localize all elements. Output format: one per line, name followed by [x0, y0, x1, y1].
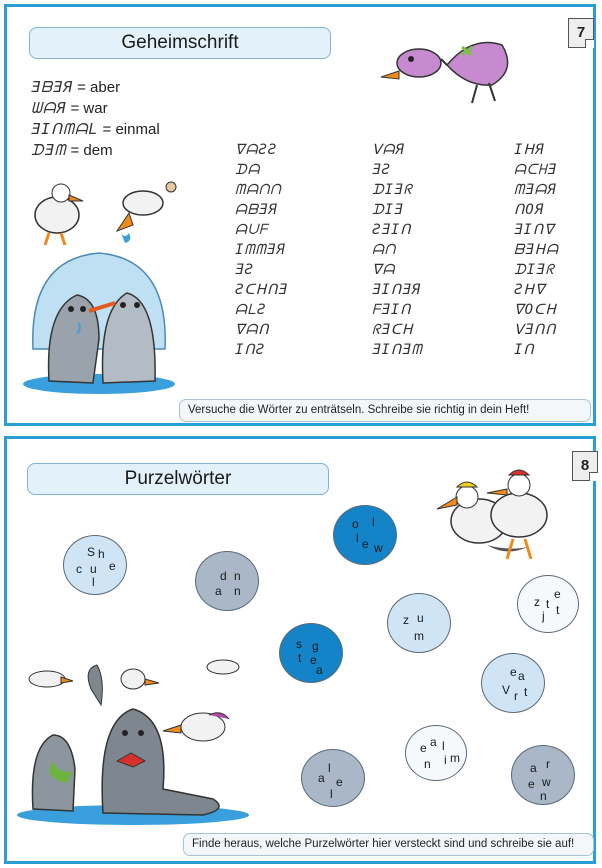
cipher-word: ᗩᗷƎЯ: [235, 202, 278, 218]
cipher-word: ᗰƎᗩЯ: [514, 182, 557, 198]
bubble-letter: e: [109, 559, 116, 573]
cipher-word: ᗰᗩᑎᑎ: [235, 182, 282, 198]
letter-bubble: [387, 593, 451, 653]
bubble-letter: l: [330, 787, 333, 801]
cipher-word: ᖴƎIᑎ: [372, 302, 412, 318]
bubble-letter: m: [414, 629, 424, 643]
bubble-letter: e: [420, 741, 427, 755]
cipher-word: ᑎOЯ: [514, 202, 545, 218]
cipher-word: IᗰᗰƎЯ: [235, 242, 286, 258]
bubble-letter: a: [316, 663, 323, 677]
legend-row: [31, 140, 160, 161]
letter-bubble: [481, 653, 545, 713]
seagull-illustration: [427, 459, 567, 569]
bubble-letter: t: [524, 685, 528, 699]
bubble-letter: S: [87, 545, 96, 559]
letter-bubble: [195, 551, 259, 611]
bubble-letter: e: [510, 665, 517, 679]
cipher-word: Iᑎ: [514, 342, 535, 358]
bubble-letter: s: [296, 637, 302, 651]
bubble-letter: h: [98, 547, 105, 561]
bubble-letter: l: [92, 575, 95, 589]
cipher-word-column: [514, 140, 559, 360]
cipher-text: ᗪƎᗰ: [31, 141, 67, 159]
plain-text: = aber: [77, 79, 121, 96]
cipher-text: ƎᗷƎЯ: [31, 78, 73, 96]
plain-text: = dem: [70, 142, 113, 159]
worksheet-card-7: [4, 4, 596, 426]
bubble-letter: z: [403, 613, 409, 627]
card-number: 7: [568, 18, 594, 48]
cipher-word: ᐁᗩƧƧ: [235, 142, 278, 158]
cipher-word: ᗩᒪƧ: [235, 302, 267, 318]
cipher-word: ᗪᗩ: [235, 162, 261, 178]
bubble-letter: e: [362, 537, 369, 551]
cipher-word: ᗪIƎᖇ: [514, 262, 555, 278]
vulture-illustration: [377, 25, 537, 105]
bubble-letter: z: [534, 595, 540, 609]
bubble-letter: e: [554, 587, 561, 601]
letter-bubble: [405, 725, 467, 781]
bubble-letter: e: [528, 777, 535, 791]
bubble-letter: u: [417, 611, 424, 625]
letter-bubble: [333, 505, 397, 565]
letter-bubble: [63, 535, 127, 595]
cipher-word: ᗩᑕᕼƎ: [514, 162, 557, 178]
bubble-letter: o: [352, 517, 359, 531]
cipher-word: Ƨᕼᐁ: [514, 282, 546, 298]
bubble-letter: m: [450, 751, 460, 765]
cipher-text: ƎIᑎᗰᗩL: [31, 120, 99, 138]
bubble-letter: n: [234, 584, 241, 598]
letter-bubble: [511, 745, 575, 805]
cipher-word: ƧƎIᑎ: [372, 222, 412, 238]
bubble-letter: l: [328, 761, 331, 775]
worksheet-card-8: [4, 436, 596, 864]
plain-text: = war: [70, 100, 108, 117]
bubble-letter: i: [444, 753, 447, 767]
seal-illustration: [13, 649, 253, 829]
seal-illustration: [19, 239, 179, 397]
cipher-word: ᐁᗩ: [372, 262, 396, 278]
cipher-word: ᗷƎᕼᗩ: [514, 242, 559, 258]
bubble-letter: n: [424, 757, 431, 771]
cipher-word: ƎƧ: [235, 262, 254, 278]
cipher-word: ƎIᑎᐁ: [514, 222, 555, 238]
cipher-word: ᖇƎᑕᕼ: [372, 322, 414, 338]
bubble-letter: c: [76, 562, 82, 576]
bubble-letter: g: [312, 639, 319, 653]
cipher-word: ᐁOᑕᕼ: [514, 302, 557, 318]
bubble-letter: u: [90, 562, 97, 576]
legend-row: [31, 98, 160, 119]
bubble-letter: e: [310, 653, 317, 667]
cipher-word: ᐯƎᑎᑎ: [514, 322, 557, 338]
bubble-letter: a: [430, 735, 437, 749]
cipher-word: ƎIᑎƎЯ: [372, 282, 421, 298]
card-title: Purzelwörter: [27, 463, 329, 495]
cipher-word-column: [235, 140, 288, 360]
bubble-letter: j: [542, 609, 545, 623]
legend-row: [31, 77, 160, 98]
bubble-letter: a: [530, 761, 537, 775]
bubble-letter: l: [356, 531, 359, 545]
cipher-word: ᗩᑎ: [372, 242, 397, 258]
bubble-letter: n: [540, 789, 547, 803]
bubble-letter: V: [502, 683, 511, 697]
instruction-box: Finde heraus, welche Purzelwörter hier versteckt sind und schreibe sie auf!: [183, 833, 594, 856]
cipher-word: ᗪIƎᖇ: [372, 182, 413, 198]
instruction-box: Versuche die Wörter zu enträtseln. Schreibe sie richtig in dein Heft!: [179, 399, 591, 422]
bubble-letter: d: [220, 569, 227, 583]
letter-bubble: [517, 575, 579, 633]
cipher-word-column: [372, 140, 423, 360]
cipher-word: ᐁᗩᑎ: [235, 322, 270, 338]
bubble-letter: r: [514, 689, 518, 703]
legend-row: [31, 119, 160, 140]
card-number: 8: [572, 451, 598, 481]
cipher-word: ƎƧ: [372, 162, 391, 178]
bubble-letter: w: [542, 775, 551, 789]
bubble-letter: a: [518, 669, 525, 683]
cipher-legend: [31, 77, 160, 161]
letter-bubble: [301, 749, 365, 807]
cipher-word: ƎIᑎƎᗰ: [372, 342, 423, 358]
bubble-letter: e: [336, 775, 343, 789]
bubble-letter: t: [298, 651, 302, 665]
bubble-letter: t: [546, 597, 550, 611]
bubble-letter: a: [215, 584, 222, 598]
cipher-word: ᗪIƎ: [372, 202, 404, 218]
cipher-word: ᐯᗩЯ: [372, 142, 405, 158]
plain-text: = einmal: [102, 121, 160, 138]
bubble-letter: n: [234, 569, 241, 583]
bubble-letter: a: [318, 771, 325, 785]
cipher-word: ᗩᑌᖴ: [235, 222, 269, 238]
letter-bubble: [279, 623, 343, 683]
bubble-letter: w: [374, 541, 383, 555]
bubble-letter: t: [556, 603, 560, 617]
cipher-text: ᗯᗩЯ: [31, 99, 67, 117]
cipher-word: IᕼЯ: [514, 142, 545, 158]
cipher-word: IᑎƧ: [235, 342, 266, 358]
bubble-letter: r: [546, 757, 550, 771]
card-title: Geheimschrift: [29, 27, 331, 59]
cipher-word: ƧᑕᕼᑎƎ: [235, 282, 288, 298]
bubble-letter: l: [372, 515, 375, 529]
bubble-letter: l: [442, 739, 445, 753]
